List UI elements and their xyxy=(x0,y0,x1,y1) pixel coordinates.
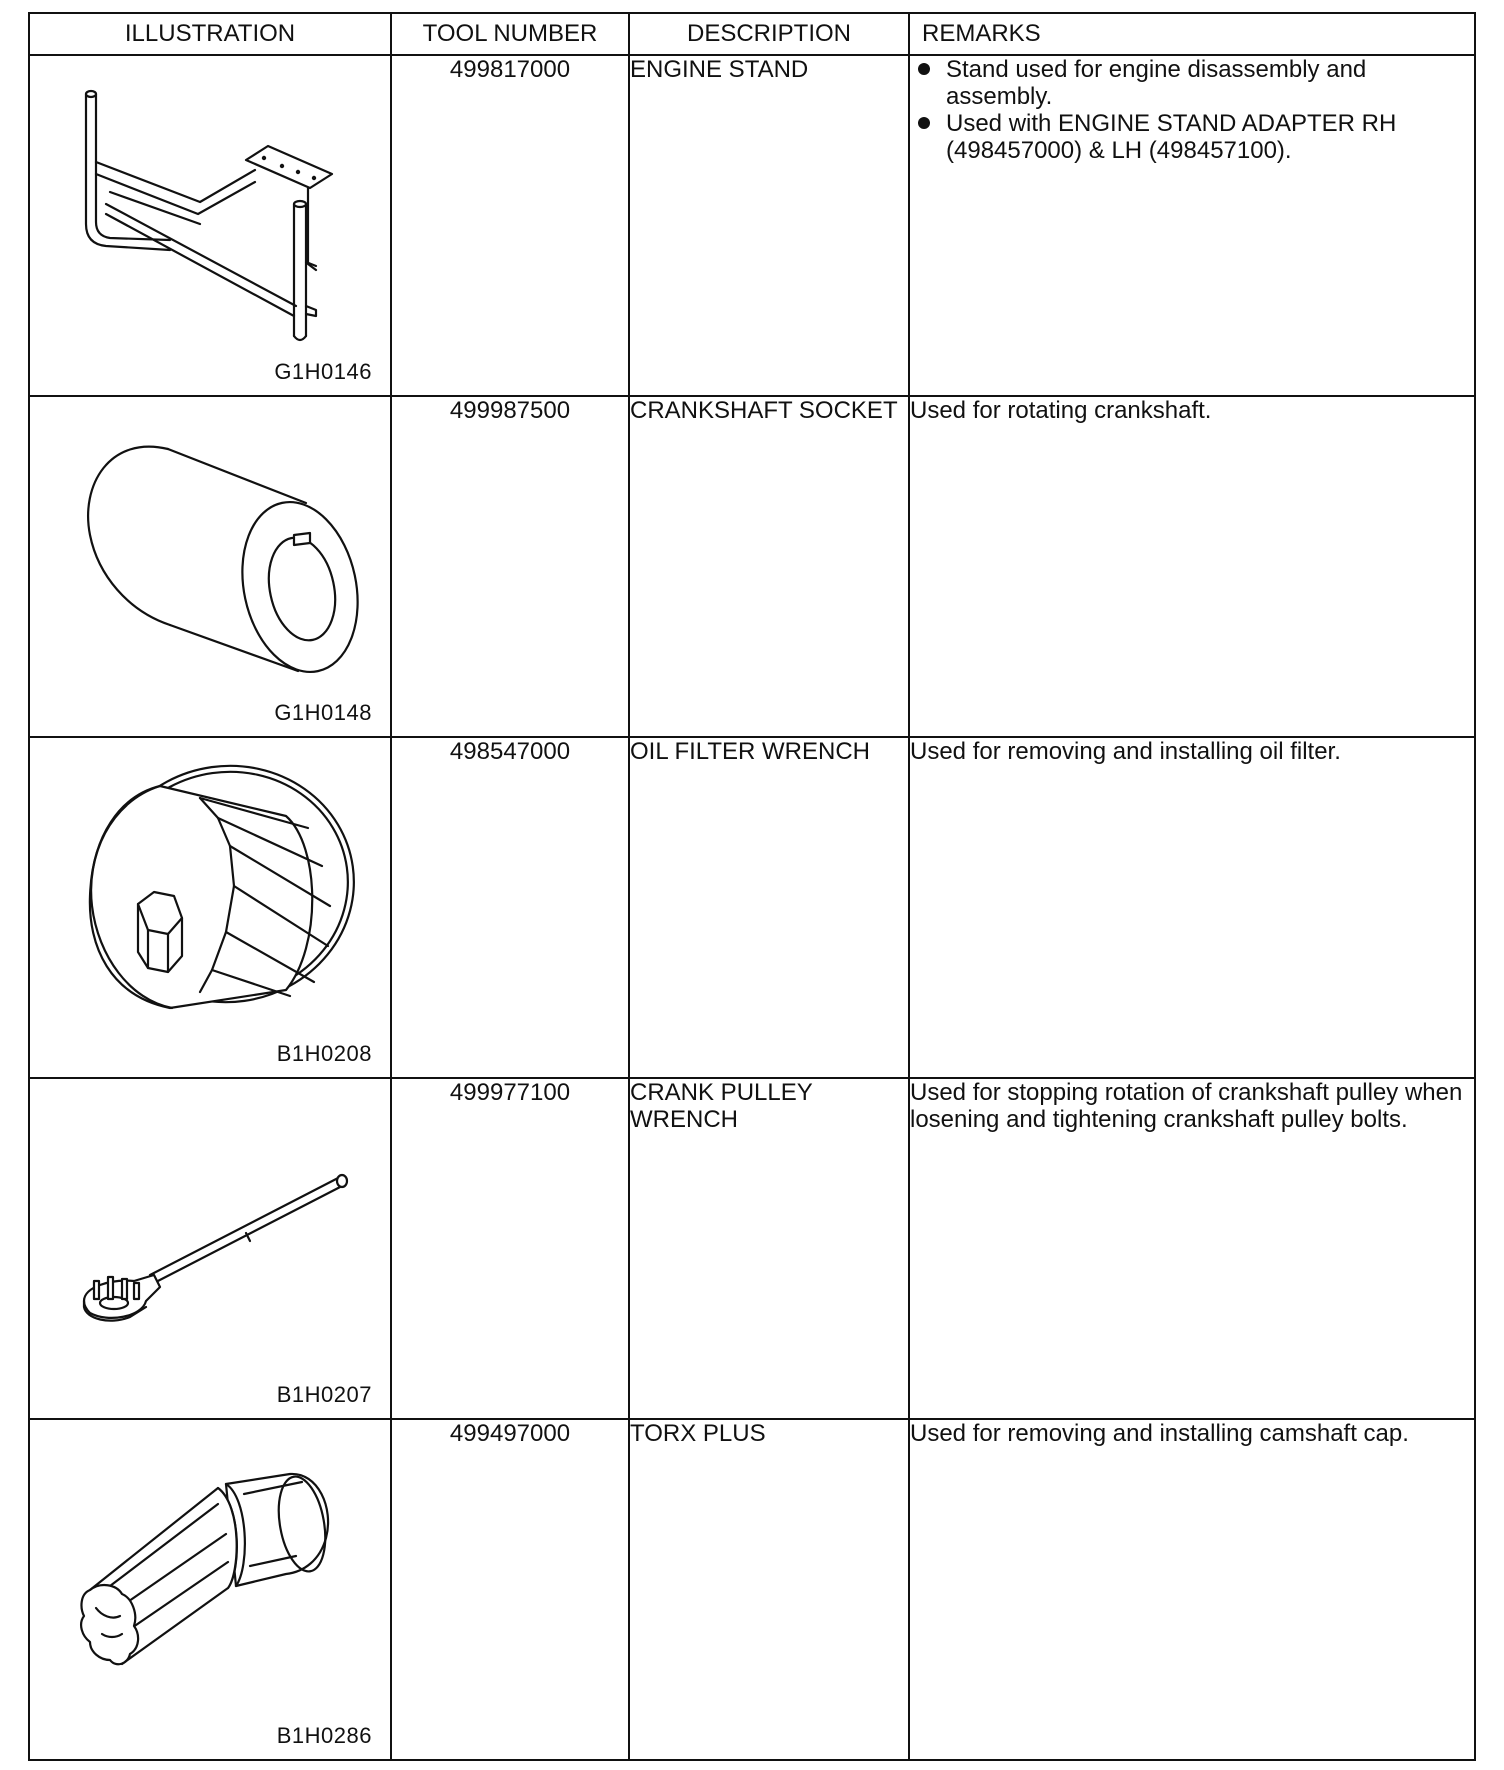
table-row xyxy=(29,737,1475,1078)
special-tools-table xyxy=(28,12,1476,1761)
tool-number: 499987500 xyxy=(391,396,629,737)
illustration-cell xyxy=(29,396,391,737)
figure-code: B1H0208 xyxy=(276,1041,372,1066)
tool-description: ENGINE STAND xyxy=(629,55,909,396)
tool-description: TORX PLUS xyxy=(629,1419,909,1760)
special-tools-sheet xyxy=(28,12,1474,1760)
figure-code: G1H0146 xyxy=(274,359,372,384)
figure-code: G1H0148 xyxy=(274,700,372,725)
illustration-cell xyxy=(29,737,391,1078)
oil-filter-wrench-icon xyxy=(50,756,370,1036)
tool-number: 499977100 xyxy=(391,1078,629,1419)
figure-code: B1H0207 xyxy=(276,1382,372,1407)
header-remarks: REMARKS xyxy=(909,13,1475,55)
tool-description: CRANK PULLEY WRENCH xyxy=(629,1078,909,1419)
header-illustration: ILLUSTRATION xyxy=(29,13,391,55)
engine-stand-icon xyxy=(50,74,370,354)
bullet-icon xyxy=(918,63,930,75)
tool-remarks xyxy=(909,55,1475,396)
table-row xyxy=(29,396,1475,737)
tool-remarks: Used for removing and installing oil filter. xyxy=(909,737,1475,1078)
tool-remarks: Used for stopping rotation of crankshaft pulley when losening and tightening crankshaft pulley bolts. xyxy=(909,1078,1475,1419)
table-row xyxy=(29,1419,1475,1760)
header-description: DESCRIPTION xyxy=(629,13,909,55)
tool-remarks: Used for rotating crankshaft. xyxy=(909,396,1475,737)
illustration-cell xyxy=(29,55,391,396)
torx-plus-icon xyxy=(50,1438,370,1718)
illustration-cell xyxy=(29,1078,391,1419)
illustration-cell xyxy=(29,1419,391,1760)
tool-number: 499817000 xyxy=(391,55,629,396)
table-row xyxy=(29,1078,1475,1419)
tool-number: 498547000 xyxy=(391,737,629,1078)
crank-pulley-wrench-icon xyxy=(50,1097,370,1377)
tool-remarks: Used for removing and installing camshaft cap. xyxy=(909,1419,1475,1760)
remarks-item: Used with ENGINE STAND ADAPTER RH (498457000) & LH (498457100). xyxy=(910,110,1474,164)
crankshaft-socket-icon xyxy=(50,415,370,695)
tool-description: CRANKSHAFT SOCKET xyxy=(629,396,909,737)
header-row xyxy=(29,13,1475,55)
remarks-item: Stand used for engine disassembly and assembly. xyxy=(910,56,1474,110)
tool-description: OIL FILTER WRENCH xyxy=(629,737,909,1078)
table-row xyxy=(29,55,1475,396)
remarks-list xyxy=(910,56,1474,164)
bullet-icon xyxy=(918,117,930,129)
header-tool-number: TOOL NUMBER xyxy=(391,13,629,55)
figure-code: B1H0286 xyxy=(276,1723,372,1748)
tool-number: 499497000 xyxy=(391,1419,629,1760)
